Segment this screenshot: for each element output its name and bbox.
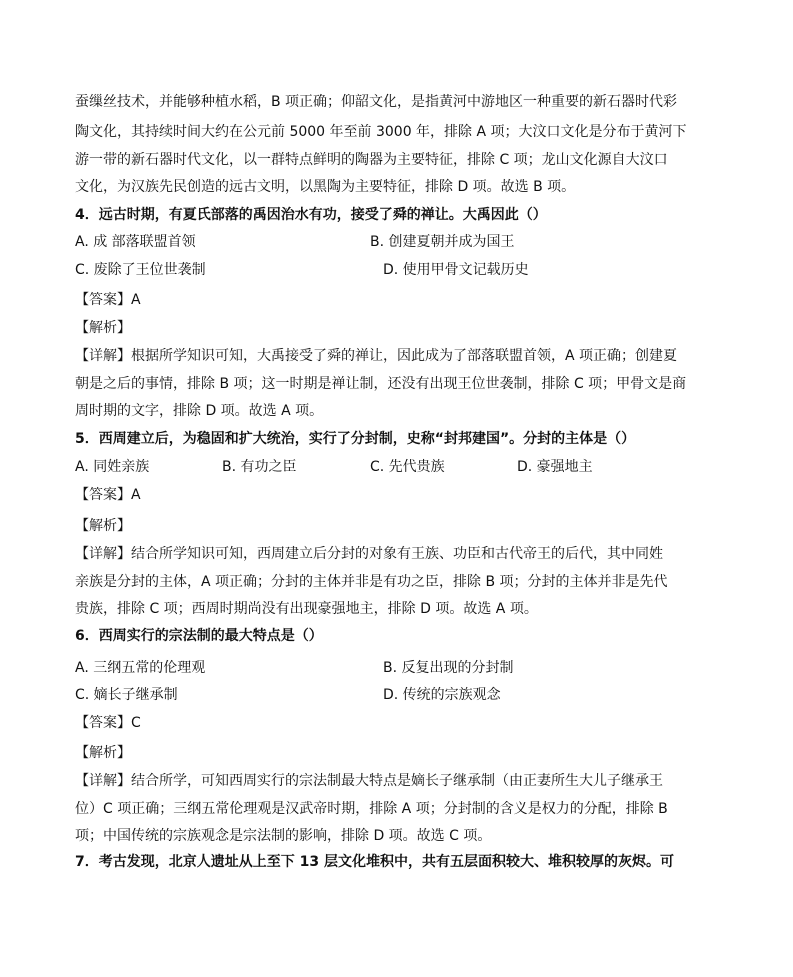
q5-detail-line: 【详解】结合所学知识可知，西周建立后分封的对象有王族、功臣和古代帝王的后代，其中同姓 [75, 546, 663, 562]
q6-analysis: 【解析】 [75, 745, 131, 761]
q6-option-b: B. 反复出现的分封制 [383, 660, 514, 676]
q5-detail-line: 贵族，排除 C 项；西周时期尚没有出现豪强地主，排除 D 项。故选 A 项。 [75, 601, 538, 617]
question-5-stem: 5．西周建立后，为稳固和扩大统治，实行了分封制，史称“封邦建国”。分封的主体是（） [75, 431, 636, 447]
question-6-stem: 6．西周实行的宗法制的最大特点是（） [75, 628, 323, 644]
q6-detail-line: 项；中国传统的宗族观念是宗法制的影响，排除 D 项。故选 C 项。 [75, 828, 492, 844]
q6-option-d: D. 传统的宗族观念 [383, 687, 501, 703]
question-4-stem: 4．远古时期，有夏氏部落的禹因治水有功，接受了舜的禅让。大禹因此（） [75, 207, 547, 223]
q4-detail-line: 周时期的文字，排除 D 项。故选 A 项。 [75, 403, 324, 419]
q5-option-b: B. 有功之臣 [222, 459, 297, 475]
q4-option-c: C. 废除了王位世袭制 [75, 262, 206, 278]
intro-line: 陶文化，其持续时间大约在公元前 5000 年至前 3000 年，排除 A 项；大汶口文化是分布于黄河下 [75, 124, 687, 140]
q5-option-d: D. 豪强地主 [517, 459, 593, 475]
question-7-stem: 7．考古发现，北京人遗址从上至下 13 层文化堆积中，共有五层面积较大、堆积较厚的灰烬。可 [75, 854, 674, 870]
q6-answer: 【答案】C [75, 715, 141, 731]
q4-analysis: 【解析】 [75, 320, 131, 336]
q5-analysis: 【解析】 [75, 518, 131, 534]
q6-option-a: A. 三纲五常的伦理观 [75, 660, 206, 676]
q5-option-a: A. 同姓亲族 [75, 459, 150, 475]
intro-line: 蚕缫丝技术，并能够种植水稻，B 项正确；仰韶文化，是指黄河中游地区一种重要的新石器时代彩 [75, 94, 678, 110]
q5-option-c: C. 先代贵族 [370, 459, 445, 475]
q4-answer: 【答案】A [75, 292, 141, 308]
q5-detail-line: 亲族是分封的主体，A 项正确；分封的主体并非是有功之臣，排除 B 项；分封的主体并非是先代 [75, 574, 668, 590]
q5-answer: 【答案】A [75, 487, 141, 503]
q6-detail-line: 【详解】结合所学，可知西周实行的宗法制最大特点是嫡长子继承制（由正妻所生大儿子继承王 [75, 773, 663, 789]
q4-option-d: D. 使用甲骨文记载历史 [383, 262, 529, 278]
q4-detail-line: 【详解】根据所学知识可知，大禹接受了舜的禅让，因此成为了部落联盟首领，A 项正确；创建夏 [75, 348, 678, 364]
q4-option-b: B. 创建夏朝并成为国王 [370, 234, 515, 250]
intro-line: 游一带的新石器时代文化，以一群特点鲜明的陶器为主要特征，排除 C 项；龙山文化源自大汶口 [75, 152, 668, 168]
q6-option-c: C. 嫡长子继承制 [75, 687, 178, 703]
intro-line: 文化，为汉族先民创造的远古文明，以黑陶为主要特征，排除 D 项。故选 B 项。 [75, 179, 576, 195]
q4-detail-line: 朝是之后的事情，排除 B 项；这一时期是禅让制，还没有出现王位世袭制，排除 C 项；甲骨文是商 [75, 376, 687, 392]
q6-detail-line: 位）C 项正确；三纲五常伦理观是汉武帝时期，排除 A 项；分封制的含义是权力的分配，排除 B [75, 801, 668, 817]
q4-option-a: A. 成 部落联盟首领 [75, 234, 196, 250]
